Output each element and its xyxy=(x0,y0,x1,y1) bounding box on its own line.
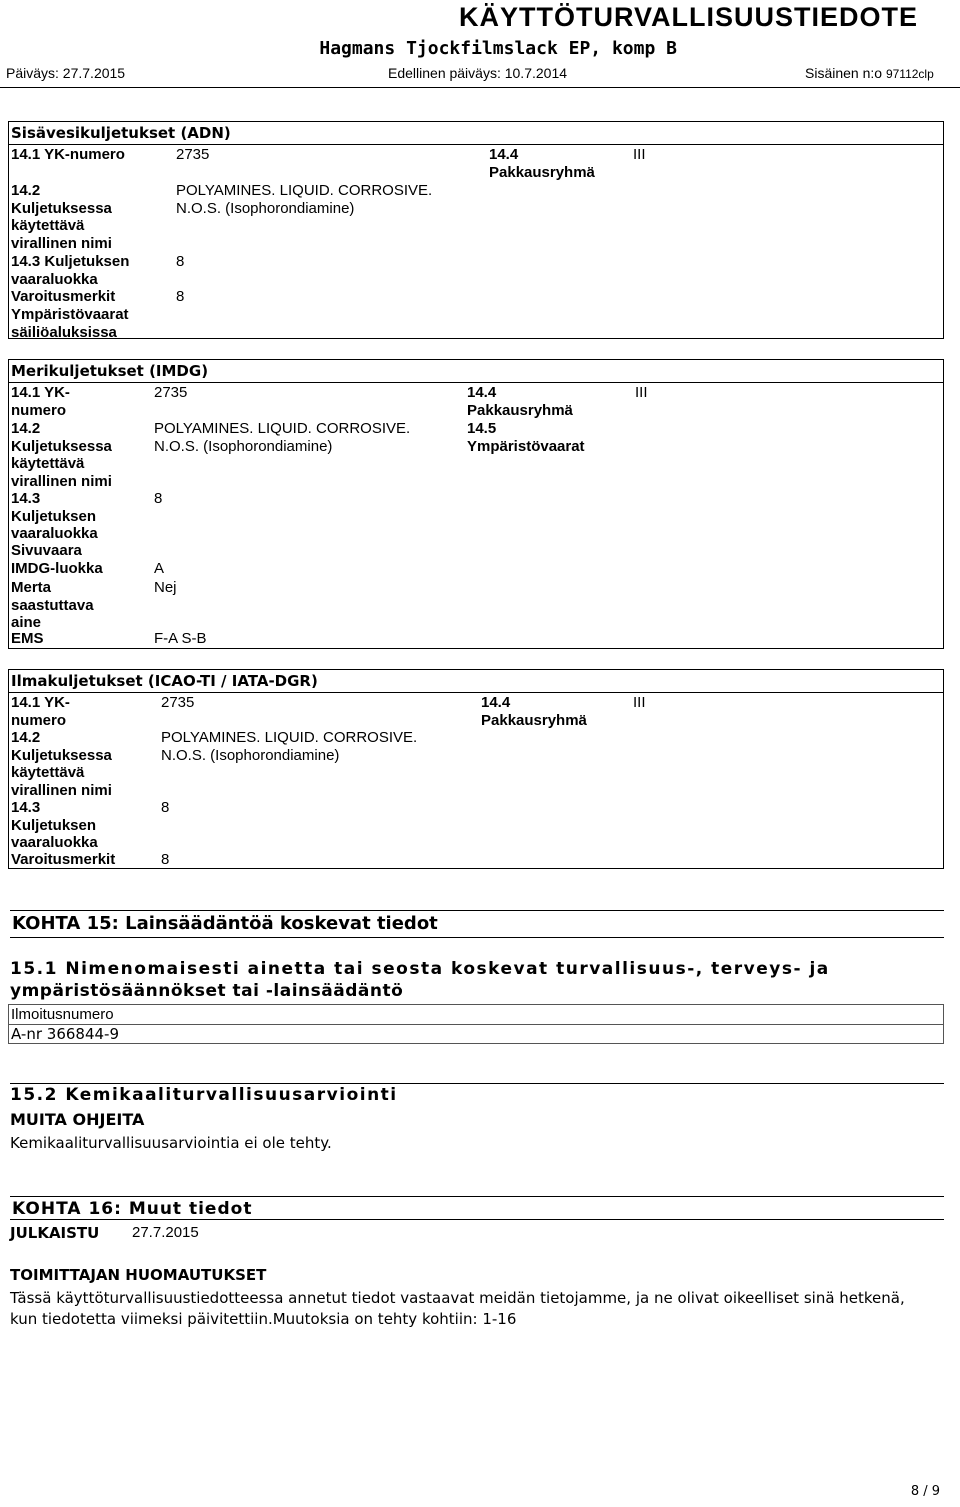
imdg-name-label: 14.2 Kuljetuksessa käytettävä virallinen nimi xyxy=(11,420,112,490)
section15-title: KOHTA 15: Lainsäädäntöä koskevat tiedot xyxy=(12,913,438,934)
adn-pg-value: III xyxy=(633,146,646,163)
icao-class-label: 14.3 Kuljetuksen vaaraluokka xyxy=(11,799,98,851)
adn-name-value: POLYAMINES. LIQUID. CORROSIVE. N.O.S. (Isophorondiamine) xyxy=(176,182,433,217)
published-label: JULKAISTU xyxy=(10,1224,100,1242)
icao-un-value: 2735 xyxy=(161,694,195,711)
adn-class-value: 8 xyxy=(176,253,185,270)
imdg-pg-value: III xyxy=(635,384,648,401)
imdg-class-label: 14.3 Kuljetuksen vaaraluokka xyxy=(11,490,98,542)
imdg-title: Merikuljetukset (IMDG) xyxy=(9,360,943,383)
registration-value: A-nr 366844-9 xyxy=(11,1025,120,1043)
adn-table xyxy=(8,121,944,339)
section15-2-rule xyxy=(10,1083,944,1084)
adn-class-label: 14.3 Kuljetuksen vaaraluokka xyxy=(11,253,130,288)
previous-date: Edellinen päiväys: 10.7.2014 xyxy=(388,65,568,81)
internal-number-value: 97112clp xyxy=(885,67,934,81)
product-name: Hagmans Tjockfilmslack EP, komp B xyxy=(319,38,677,59)
section16-underline xyxy=(10,1219,944,1220)
adn-title: Sisävesikuljetukset (ADN) xyxy=(9,122,943,145)
imdg-class-code-value: A xyxy=(154,560,165,577)
icao-title: Ilmakuljetukset (ICAO-TI / IATA-DGR) xyxy=(9,670,943,693)
imdg-table xyxy=(8,359,944,649)
section15-underline xyxy=(10,937,944,938)
section15-rule xyxy=(10,910,944,911)
icao-table xyxy=(8,669,944,869)
imdg-marine-label: Merta saastuttava aine xyxy=(11,579,94,631)
icao-un-label: 14.1 YK- numero xyxy=(11,694,70,729)
imdg-un-label: 14.1 YK- numero xyxy=(11,384,70,419)
imdg-class-value: 8 xyxy=(154,490,163,507)
imdg-ems-value: F-A S-B xyxy=(154,630,207,647)
internal-number-label: Sisäinen n:o xyxy=(805,65,883,81)
adn-un-value: 2735 xyxy=(176,146,210,163)
registration-label: Ilmoitusnumero xyxy=(11,1006,114,1023)
adn-tank-label: Ympäristövaarat säiliöaluksissa xyxy=(11,306,129,341)
section15-1-title-line2: ympäristösäännökset tai -lainsäädäntö xyxy=(10,981,404,1001)
page-number: 8 / 9 xyxy=(910,1484,940,1499)
imdg-marine-value: Nej xyxy=(154,579,177,596)
imdg-ems-label: EMS xyxy=(11,630,44,647)
other-instructions-text: Kemikaaliturvallisuusarviointia ei ole tehty. xyxy=(10,1134,332,1152)
icao-name-value: POLYAMINES. LIQUID. CORROSIVE. N.O.S. (Isophorondiamine) xyxy=(161,729,418,764)
header-rule xyxy=(0,87,960,88)
section16-title: KOHTA 16: Muut tiedot xyxy=(12,1199,253,1219)
published-value: 27.7.2015 xyxy=(132,1224,199,1241)
icao-labels-label: Varoitusmerkit xyxy=(11,851,116,868)
imdg-un-value: 2735 xyxy=(154,384,188,401)
imdg-class-code-label: IMDG-luokka xyxy=(11,560,103,577)
supplier-notes-title: TOIMITTAJAN HUOMAUTUKSET xyxy=(10,1266,267,1284)
adn-labels-label: Varoitusmerkit xyxy=(11,288,116,305)
supplier-notes-line2: kun tiedotetta viimeksi päivitettiin.Muutoksia on tehty kohtiin: 1-16 xyxy=(10,1310,517,1328)
imdg-pg-label: 14.4 Pakkausryhmä xyxy=(467,384,573,419)
icao-labels-value: 8 xyxy=(161,851,170,868)
adn-name-label: 14.2 Kuljetuksessa käytettävä virallinen nimi xyxy=(11,182,112,252)
internal-number xyxy=(805,65,934,81)
adn-labels-value: 8 xyxy=(176,288,185,305)
supplier-notes-line1: Tässä käyttöturvallisuustiedotteessa annetut tiedot vastaavat meidän tietojamme, ja ne olivat oikeelliset sinä hetkenä, xyxy=(10,1289,905,1307)
registration-table xyxy=(8,1004,944,1044)
date: Päiväys: 27.7.2015 xyxy=(6,65,126,81)
adn-pg-label: 14.4 Pakkausryhmä xyxy=(489,146,595,181)
icao-name-label: 14.2 Kuljetuksessa käytettävä virallinen nimi xyxy=(11,729,112,799)
imdg-env-label: 14.5 Ympäristövaarat xyxy=(467,420,585,455)
icao-pg-label: 14.4 Pakkausryhmä xyxy=(481,694,587,729)
document-title: KÄYTTÖTURVALLISUUSTIEDOTE xyxy=(458,2,918,32)
imdg-name-value: POLYAMINES. LIQUID. CORROSIVE. N.O.S. (Isophorondiamine) xyxy=(154,420,411,455)
imdg-subrisk-label: Sivuvaara xyxy=(11,542,82,559)
icao-class-value: 8 xyxy=(161,799,170,816)
section15-1-title-line1: 15.1 Nimenomaisesti ainetta tai seosta koskevat turvallisuus-, terveys- ja xyxy=(10,959,830,979)
other-instructions-title: MUITA OHJEITA xyxy=(10,1110,145,1129)
section15-2-title: 15.2 Kemikaaliturvallisuusarviointi xyxy=(10,1085,398,1105)
adn-un-label: 14.1 YK-numero xyxy=(11,146,125,163)
icao-pg-value: III xyxy=(633,694,646,711)
section16-rule xyxy=(10,1196,944,1197)
